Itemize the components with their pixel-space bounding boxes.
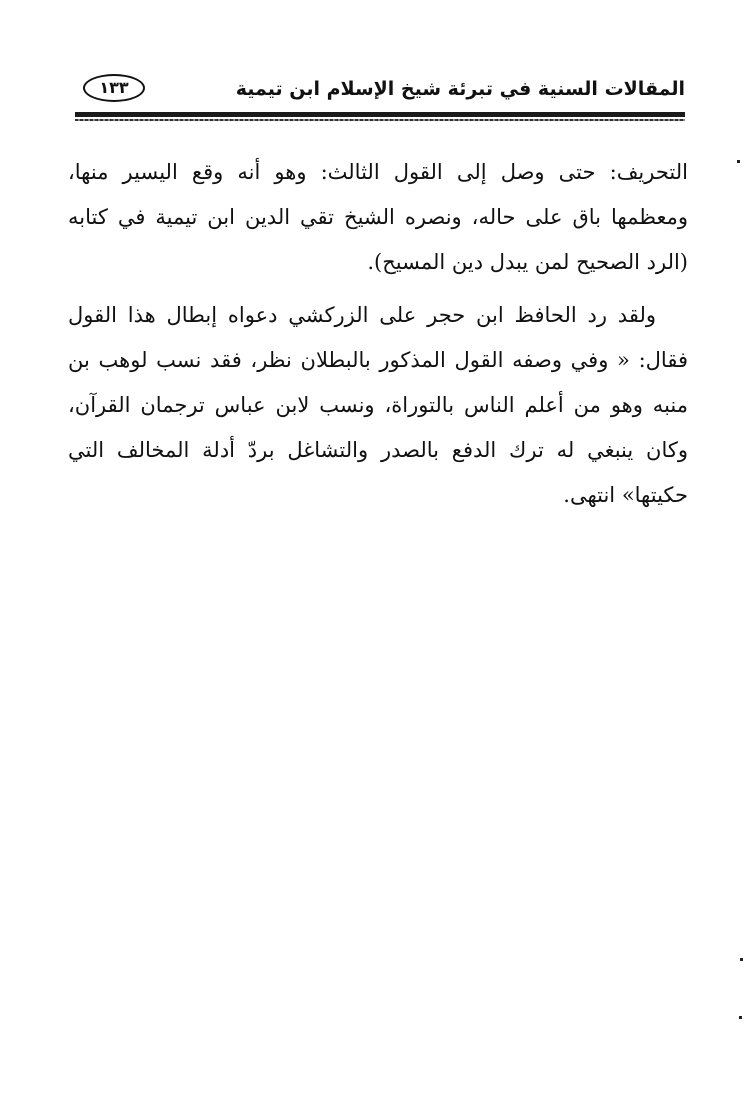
header-rule — [75, 112, 685, 122]
scan-speck — [740, 958, 743, 961]
paragraph: ولقد رد الحافظ ابن حجر على الزركشي دعواه إبطال هذا القول فقال: « وفي وصفه القول المذكور بالبطلان نظر، فقد نسب لوهب بن منبه وهو من أعلم الناس بالتوراة، ونسب لابن عباس ترجمان القرآن، وكان ينبغي له ترك الدفع بالصدر والتشاغل بردّ أدلة المخالف التي حكيتها» انتهى. — [68, 303, 688, 507]
paragraph: التحريف: حتى وصل إلى القول الثالث: وهو أنه وقع اليسير منها، ومعظمها باق على حاله، ونصره الشيخ تقي الدين ابن تيمية في كتابه (الرد الصحيح لمن يبدل دين المسيح). — [68, 160, 688, 274]
page-number: ١٣٣ — [83, 74, 145, 102]
scan-speck — [739, 1016, 742, 1019]
main-text — [68, 150, 688, 526]
running-title: المقالات السنية في تبرئة شيخ الإسلام ابن تيمية — [235, 78, 685, 100]
scan-speck — [737, 160, 740, 163]
page-header — [75, 72, 685, 112]
